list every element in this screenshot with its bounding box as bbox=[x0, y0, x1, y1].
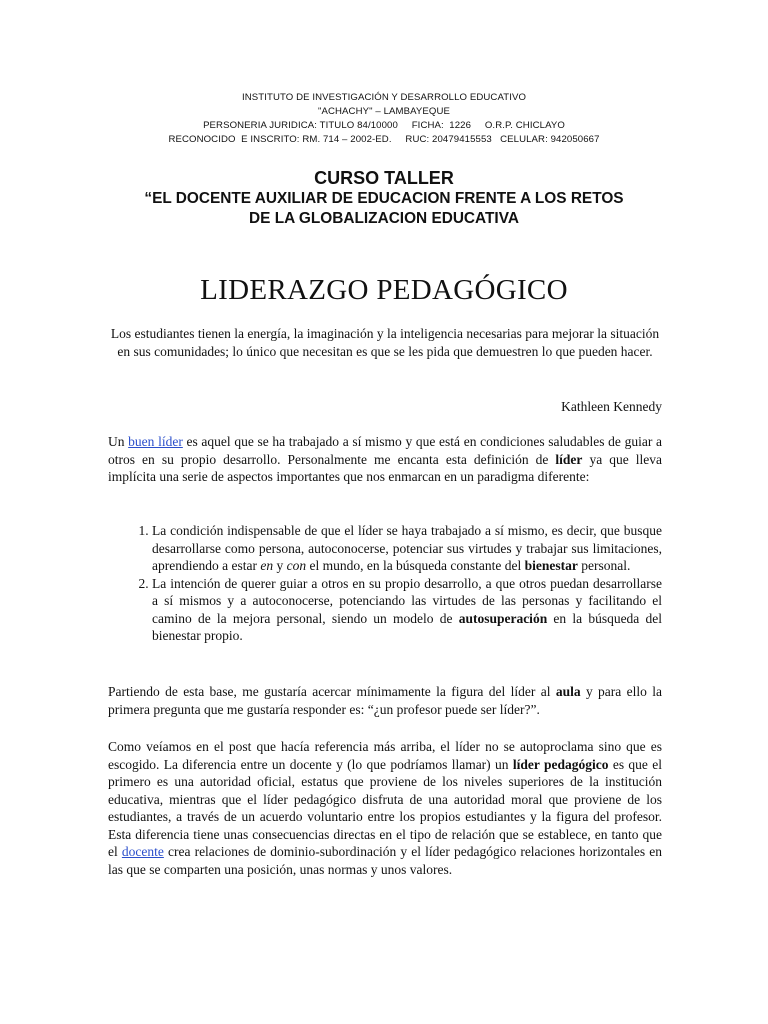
list-item bbox=[152, 522, 662, 575]
quote-author: Kathleen Kennedy bbox=[561, 399, 662, 414]
page-title: LIDERAZGO PEDAGÓGICO bbox=[200, 274, 568, 306]
text-run: La intención de querer guiar a otros en su propio desarrollo, a que otros puedan desarrollarse a sí mismos y a autoconocerse, potenciando las virtudes de las personas y facilitando el camino de la mejora personal, siendo un modelo de bbox=[152, 575, 662, 626]
italic-term-con: con bbox=[286, 558, 307, 573]
text-run: personal. bbox=[577, 558, 631, 573]
text-run: en la búsqueda del bienestar propio. bbox=[152, 610, 663, 643]
text-run: y para ello la primera pregunta que me gustaría responder es: “¿un profesor puede ser líder?”. bbox=[108, 684, 662, 717]
text-run: Partiendo de esta base, me gustaría acercar mínimamente la figura del líder al bbox=[108, 684, 556, 699]
bold-term-aula: aula bbox=[555, 684, 581, 699]
course-subtitle-line-2: DE LA GLOBALIZACION EDUCATIVA bbox=[249, 210, 519, 227]
text-run: crea relaciones de dominio-subordinación y el líder pedagógico relaciones horizontales en las que se comparten una posición, unas normas y unos valores. bbox=[108, 844, 663, 877]
paragraph-intro bbox=[108, 433, 662, 486]
italic-term-en: en bbox=[260, 558, 274, 573]
bold-term-lider-pedagogico: líder pedagógico bbox=[512, 756, 609, 772]
text-run: es que el primero es una autoridad oficial, estatus que proviene de los niveles superiores de la institución educativa, mientras que el líder pedagógico disfruta de una autoridad moral que proviene de los estudiantes, a través de un acuerdo voluntario entre los propios estudiantes y la figura del profesor. Esta diferencia tiene unas consecuencias directas en el tipo de relación que se establece, en tanto que el bbox=[108, 756, 662, 859]
institution-header bbox=[0, 91, 768, 147]
paragraph-lider-pedagogico bbox=[108, 738, 662, 878]
header-line-4: RECONOCIDO E INSCRITO: RM. 714 – 2002-ED. RUC: 20479415553 CELULAR: 942050667 bbox=[168, 134, 600, 145]
bold-term-lider: líder bbox=[555, 451, 583, 467]
epigraph-quote: Los estudiantes tienen la energía, la imaginación y la inteligencia necesarias para mejorar la situación en sus comunidades; lo único que necesitan es que se les pida que demuestren lo que pueden hacer. bbox=[110, 326, 660, 359]
course-title: CURSO TALLER bbox=[314, 168, 454, 188]
course-heading bbox=[0, 167, 768, 229]
header-line-2: "ACHACHY" – LAMBAYEQUE bbox=[318, 106, 450, 117]
bold-term-bienestar: bienestar bbox=[524, 558, 578, 573]
header-line-1: INSTITUTO DE INVESTIGACIÓN Y DESARROLLO EDUCATIVO bbox=[241, 92, 527, 103]
link-docente[interactable]: docente bbox=[121, 844, 164, 859]
paragraph-aula bbox=[108, 683, 662, 718]
header-line-3: PERSONERIA JURIDICA: TITULO 84/10000 FICHA: 1226 O.R.P. CHICLAYO bbox=[203, 120, 565, 131]
link-buen-lider[interactable]: buen líder bbox=[128, 434, 183, 449]
text-run: es aquel que se ha trabajado a sí mismo y que está en condiciones saludables de guiar a otros en su propio desarrollo. Personalmente me encanta esta definición de bbox=[108, 434, 662, 467]
course-subtitle-line-1: “EL DOCENTE AUXILIAR DE EDUCACION FRENTE A LOS RETOS bbox=[144, 190, 624, 207]
text-run: el mundo, en la búsqueda constante del bbox=[306, 558, 525, 573]
text-run: La condición indispensable de que el líder se haya trabajado a sí mismo, es decir, que busque desarrollarse como persona, autoconocerse, potenciar sus virtudes y trabajar sus limitaciones, aprendiendo a estar bbox=[152, 523, 662, 573]
text-run: Como veíamos en el post que hacía referencia más arriba, el líder no se autoproclama sino que es escogido. La diferencia entre un docente y (lo que podríamos llamar) un bbox=[108, 739, 662, 772]
bold-term-autosuperacion: autosuperación bbox=[458, 610, 548, 626]
numbered-list bbox=[108, 522, 662, 645]
text-run: ya que lleva implícita una serie de aspectos importantes que nos enmarcan en un paradigma diferente: bbox=[108, 451, 662, 484]
list-item bbox=[152, 575, 662, 645]
text-run: y bbox=[273, 558, 287, 573]
text-run: Un bbox=[108, 434, 129, 449]
